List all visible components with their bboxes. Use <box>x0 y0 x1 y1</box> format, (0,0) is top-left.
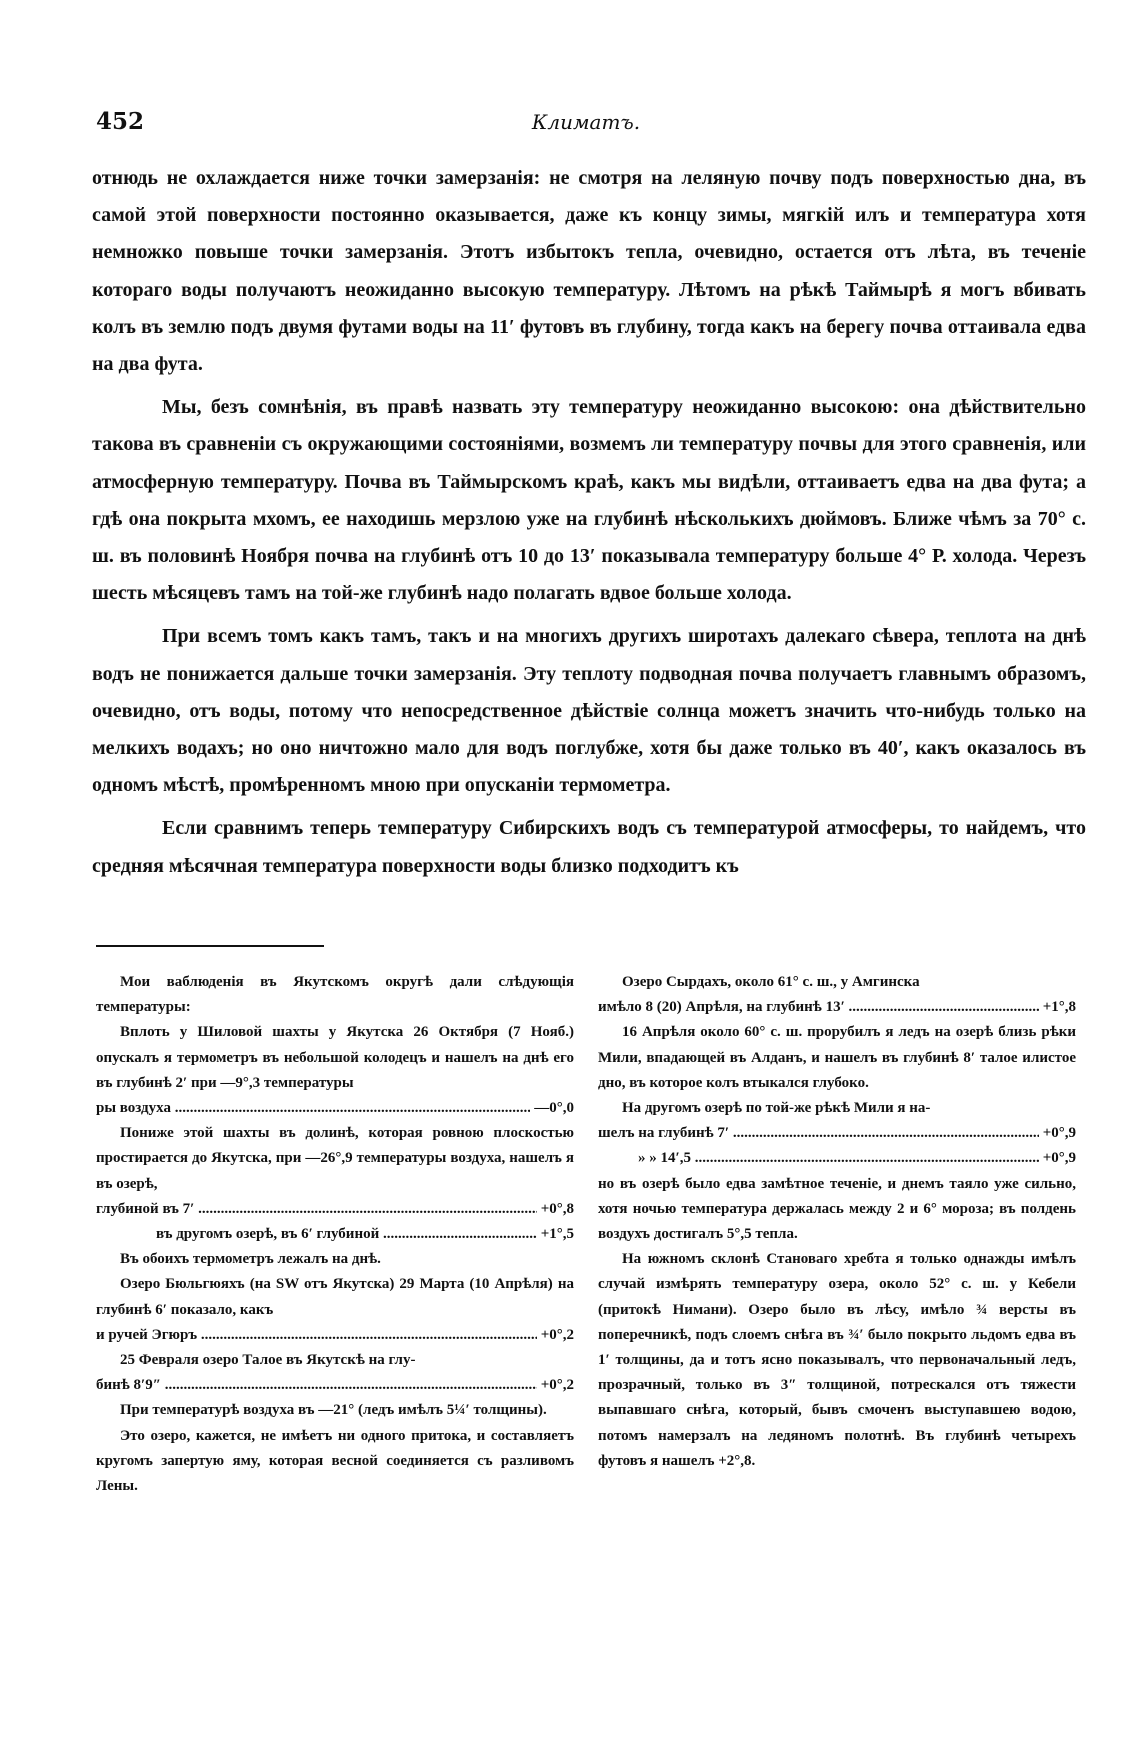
footnote-text: При температурѣ воздуха въ —21° (ледъ имѣлъ 5¼′ толщины). <box>120 1402 547 1419</box>
paragraph: Если сравнимъ теперь температуру Сибирскихъ водъ съ температурой атмосферы, то найдемъ, что средняя мѣсячная температура поверхности воды близко подходитъ къ <box>92 817 1086 877</box>
footnote-text: Озеро Бюльгюяхъ (на SW отъ Якутска) 29 Марта (10 Апрѣля) на глубинѣ 6′ показало, какъ <box>96 1276 574 1318</box>
measurement-entry <box>96 1197 574 1222</box>
entry-label: шелъ на глубинѣ 7′ ..... <box>598 1121 1039 1146</box>
footnote-column-left <box>96 970 574 1499</box>
measurement-entry <box>598 1121 1076 1146</box>
footnote-text: но въ озерѣ было едва замѣтное теченіе, и днемъ таяло уже сильно, хотя ночью температура держалась между 2 и 6° мороза; въ полдень воздухъ достигалъ 5°,5 тепла. <box>598 1175 1076 1243</box>
footnote-text: На южномъ склонѣ Становаго хребта я только однажды имѣлъ случай измѣрять температуру озера, около 52° с. ш. у Кебели (притокѣ Нимани). Озеро было въ лѣсу, имѣло ¾ версты въ поперечникѣ, подъ слоемъ снѣга въ ¾′ было покрыто льдомъ едва въ 1′ толщины, да и тотъ ясно показывалъ, что первоначальный ледъ, прозрачный, только въ 3″ толщиной, потрескался отъ тяжести выпавшаго снѣга, который, бывъ смоченъ выступавшею водою, потомъ намерзалъ на ледяномъ полотнѣ. Въ глубинѣ четырехъ футовъ я нашелъ +2°,8. <box>598 1251 1076 1469</box>
measurement-entry <box>598 1146 1076 1171</box>
footnote-text: Мои ваблюденія въ Якутскомъ округѣ дали слѣдующія температуры: <box>96 974 574 1016</box>
page-number: 452 <box>96 108 145 135</box>
entry-label: бинѣ 8′9″ ..... <box>96 1373 537 1398</box>
footnote-divider <box>96 945 324 947</box>
entry-value: +1°,5 <box>540 1226 574 1243</box>
measurement-entry <box>96 1323 574 1348</box>
measurement-entry <box>96 1222 574 1247</box>
paragraph: Мы, безъ сомнѣнія, въ правѣ назвать эту температуру неожиданно высокою: она дѣйствительно такова въ сравненіи съ окружающими состояніями, возмемъ ли температуру почвы для этого сравненія, или атмосферную температуру. Почва въ Таймырскомъ краѣ, какъ мы видѣли, оттаиваетъ едва на два фута; а гдѣ она покрыта мхомъ, ее находишь мерзлою уже на глубинѣ нѣсколькихъ дюймовъ. Ближе чѣмъ за 70° с. ш. въ половинѣ Ноября почва на глубинѣ отъ 10 до 13′ показывала температуру больше 4° Р. холода. Черезъ шесть мѣсяцевъ тамъ на той-же глубинѣ надо полагать вдвое больше холода. <box>92 396 1086 605</box>
measurement-entry <box>96 1373 574 1398</box>
footnote-text: 16 Апрѣля около 60° с. ш. прорубилъ я ледъ на озерѣ близь рѣки Мили, впадающей въ Алданъ, и нашелъ въ глубинѣ 8′ талое илистое дно, въ которое колъ втыкался глубоко. <box>598 1024 1076 1091</box>
measurement-entry <box>598 995 1076 1020</box>
entry-label: » » 14′,5 ..... <box>598 1146 1039 1171</box>
entry-label: и ручей Эгюръ ..... <box>96 1323 537 1348</box>
footnote-text: Это озеро, кажется, не имѣетъ ни одного притока, и составляетъ кругомъ запертую яму, которая весной соединяется съ разливомъ Лены. <box>96 1427 574 1495</box>
footnote-column-right <box>598 970 1076 1474</box>
footnote-text: Въ обоихъ термометръ лежалъ на днѣ. <box>120 1251 381 1268</box>
page-header <box>96 108 1076 142</box>
entry-value: —0°,0 <box>534 1100 574 1117</box>
entry-label: имѣло 8 (20) Апрѣля, на глубинѣ 13′ ..... <box>598 995 1039 1020</box>
running-title: Климатъ. <box>531 110 641 134</box>
measurement-entry <box>96 1096 574 1121</box>
entry-label: глубиной въ 7′ ..... <box>96 1197 537 1222</box>
entry-label: въ другомъ озерѣ, въ 6′ глубиной ..... <box>96 1222 537 1247</box>
paragraph: При всемъ томъ какъ тамъ, такъ и на многихъ другихъ широтахъ далекаго сѣвера, теплота на днѣ водъ не понижается дальше точки замерзанія. Эту теплоту подводная почва получаетъ главнымъ образомъ, очевидно, отъ воды, потому что непосредственное дѣйствіе солнца можетъ значить что-нибудь только на мелкихъ водахъ; но оно ничтожно мало для водъ поглубже, хотя бы даже только въ 40′, какъ оказалось въ одномъ мѣстѣ, промѣренномъ мною при опусканіи термометра. <box>92 625 1086 797</box>
footnote-text: 25 Февраля озеро Талое въ Якутскѣ на глу- <box>120 1352 416 1369</box>
main-text <box>92 160 1086 885</box>
entry-value: +0°,9 <box>1042 1125 1076 1142</box>
entry-label: ры воздуха ..... <box>96 1096 530 1121</box>
entry-value: +0°,9 <box>1042 1150 1076 1167</box>
paragraph: отнюдь не охлаждается ниже точки замерзанія: не смотря на леляную почву подъ поверхностью дна, въ самой этой поверхности постоянно оказывается, даже къ концу зимы, мягкій илъ и температура хотя немножко повыше точки замерзанія. Этотъ избытокъ тепла, очевидно, остается отъ лѣта, въ теченіе котораго воды получаютъ неожиданно высокую температуру. Лѣтомъ на рѣкѣ Таймырѣ я могъ вбивать колъ въ землю подъ двумя футами воды на 11′ футовъ въ глубину, тогда какъ на берегу почва оттаивала едва на два фута. <box>92 167 1086 376</box>
entry-value: +1°,8 <box>1042 999 1076 1016</box>
footnote-text: Пониже этой шахты въ долинѣ, которая ровною плоскостью простирается до Якутска, при —26°,9 температуры воздуха, нашелъ я въ озерѣ, <box>96 1125 574 1192</box>
footnote-text: Вплоть у Шиловой шахты у Якутска 26 Октября (7 Нояб.) опускалъ я термометръ въ небольшой колодецъ и нашелъ на днѣ его въ глубинѣ 2′ при —9°,3 температуры <box>96 1024 574 1091</box>
footnote-text: На другомъ озерѣ по той-же рѣкѣ Мили я на- <box>622 1100 931 1117</box>
entry-value: +0°,2 <box>540 1377 574 1394</box>
footnote-text: Озеро Сырдахъ, около 61° с. ш., у Амгинска <box>622 974 920 990</box>
entry-value: +0°,2 <box>540 1326 574 1343</box>
entry-value: +0°,8 <box>540 1200 574 1217</box>
